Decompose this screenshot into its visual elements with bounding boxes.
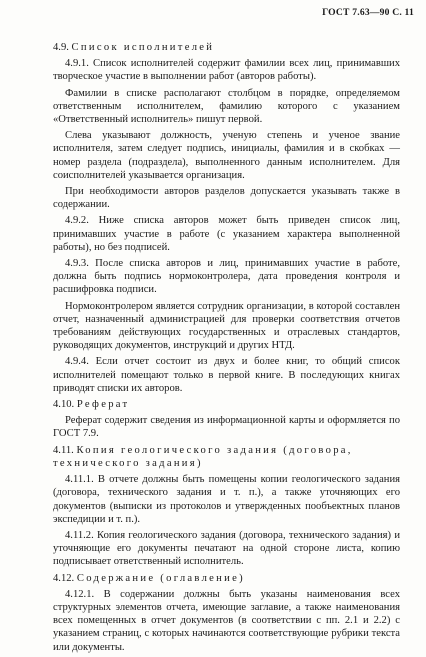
paragraph-4-9-3: 4.9.3. После списка авторов и лиц, принимавших участие в работе, должна быть подпись нормоконтролера, дата проведения контроля и расшифровка подписи. bbox=[53, 258, 400, 296]
paragraph: Фамилии в списке располагают столбцом в порядке, определяемом ответственным исполнителем, фамилию которого с указанием «Ответственный исполнитель» пишут первой. bbox=[53, 87, 400, 126]
paragraph: Нормоконтролером является сотрудник организации, в которой составлен отчет, назначенный администрацией для проверки соответствия отчетов требованиям действующих государственных и отраслевых стандартов, руководящих документов, инструкций и других НТД. bbox=[53, 300, 400, 352]
paragraph-4-11-2: 4.11.2. Копия геологического задания (договора, технического задания) и уточняющие его документы печатают на одной стороне листа, копию подписывает ответственный исполнитель. bbox=[53, 529, 400, 568]
document-body bbox=[53, 40, 400, 657]
paragraph-4-9-4: 4.9.4. Если отчет состоит из двух и более книг, то общий список исполнителей помещают только в первой книге. В последующих книгах приводят списки их авторов. bbox=[53, 356, 400, 394]
section-heading-4-10 bbox=[53, 398, 400, 411]
section-title: Содержание (оглавление) bbox=[76, 572, 245, 584]
paragraph-4-12-1: 4.12.1. В содержании должны быть указаны наименования всех структурных элементов отчета, имеющие заглавие, а также наименования всех помещенных в отчет документов (в соответствии с пп. 2.1 и 2.2) с указанием страниц, с которых начинаются соответствующие рубрики текста или документы. bbox=[53, 588, 400, 653]
paragraph: При необходимости авторов разделов допускается указывать также в содержании. bbox=[53, 186, 400, 211]
section-number: 4.10. bbox=[53, 399, 75, 411]
section-number: 4.11. bbox=[53, 444, 74, 456]
section-title: Список исполнителей bbox=[71, 42, 215, 53]
paragraph: Реферат содержит сведения из информационной карты и оформляется по ГОСТ 7.9. bbox=[53, 415, 400, 440]
paragraph: Слева указывают должность, ученую степень и ученое звание исполнителя, затем следует подпись, инициалы, фамилия и в скобках — номер раздела (подраздела), выполненного данным исполнителем. Для соисполнителей указывается организация. bbox=[53, 130, 400, 181]
section-title: Копия геологического задания (договора, технического задания) bbox=[53, 444, 353, 469]
section-heading-4-11 bbox=[53, 444, 400, 470]
paragraph-4-11-1: 4.11.1. В отчете должны быть помещены копии геологического задания (договора, технического задания и т. п.), а также уточняющих его документов (выписки из протоколов и утвержденных пообъектных планов экспедиции и т. п.). bbox=[53, 474, 400, 525]
paragraph-4-9-1: 4.9.1. Список исполнителей содержит фамилии всех лиц, принимавших творческое участие в выполнении работ (авторов работы). bbox=[53, 58, 400, 83]
page-header: ГОСТ 7.63—90 С. 11 bbox=[322, 7, 414, 18]
section-number: 4.9. bbox=[53, 42, 69, 53]
paragraph-4-9-2: 4.9.2. Ниже списка авторов может быть приведен список лиц, принимавших участие в работе (с указанием характера выполненной работы), но без подписей. bbox=[53, 215, 400, 253]
section-heading-4-12 bbox=[53, 572, 400, 585]
section-heading-4-9 bbox=[53, 41, 400, 54]
section-title: Реферат bbox=[76, 399, 130, 411]
section-number: 4.12. bbox=[53, 572, 75, 584]
